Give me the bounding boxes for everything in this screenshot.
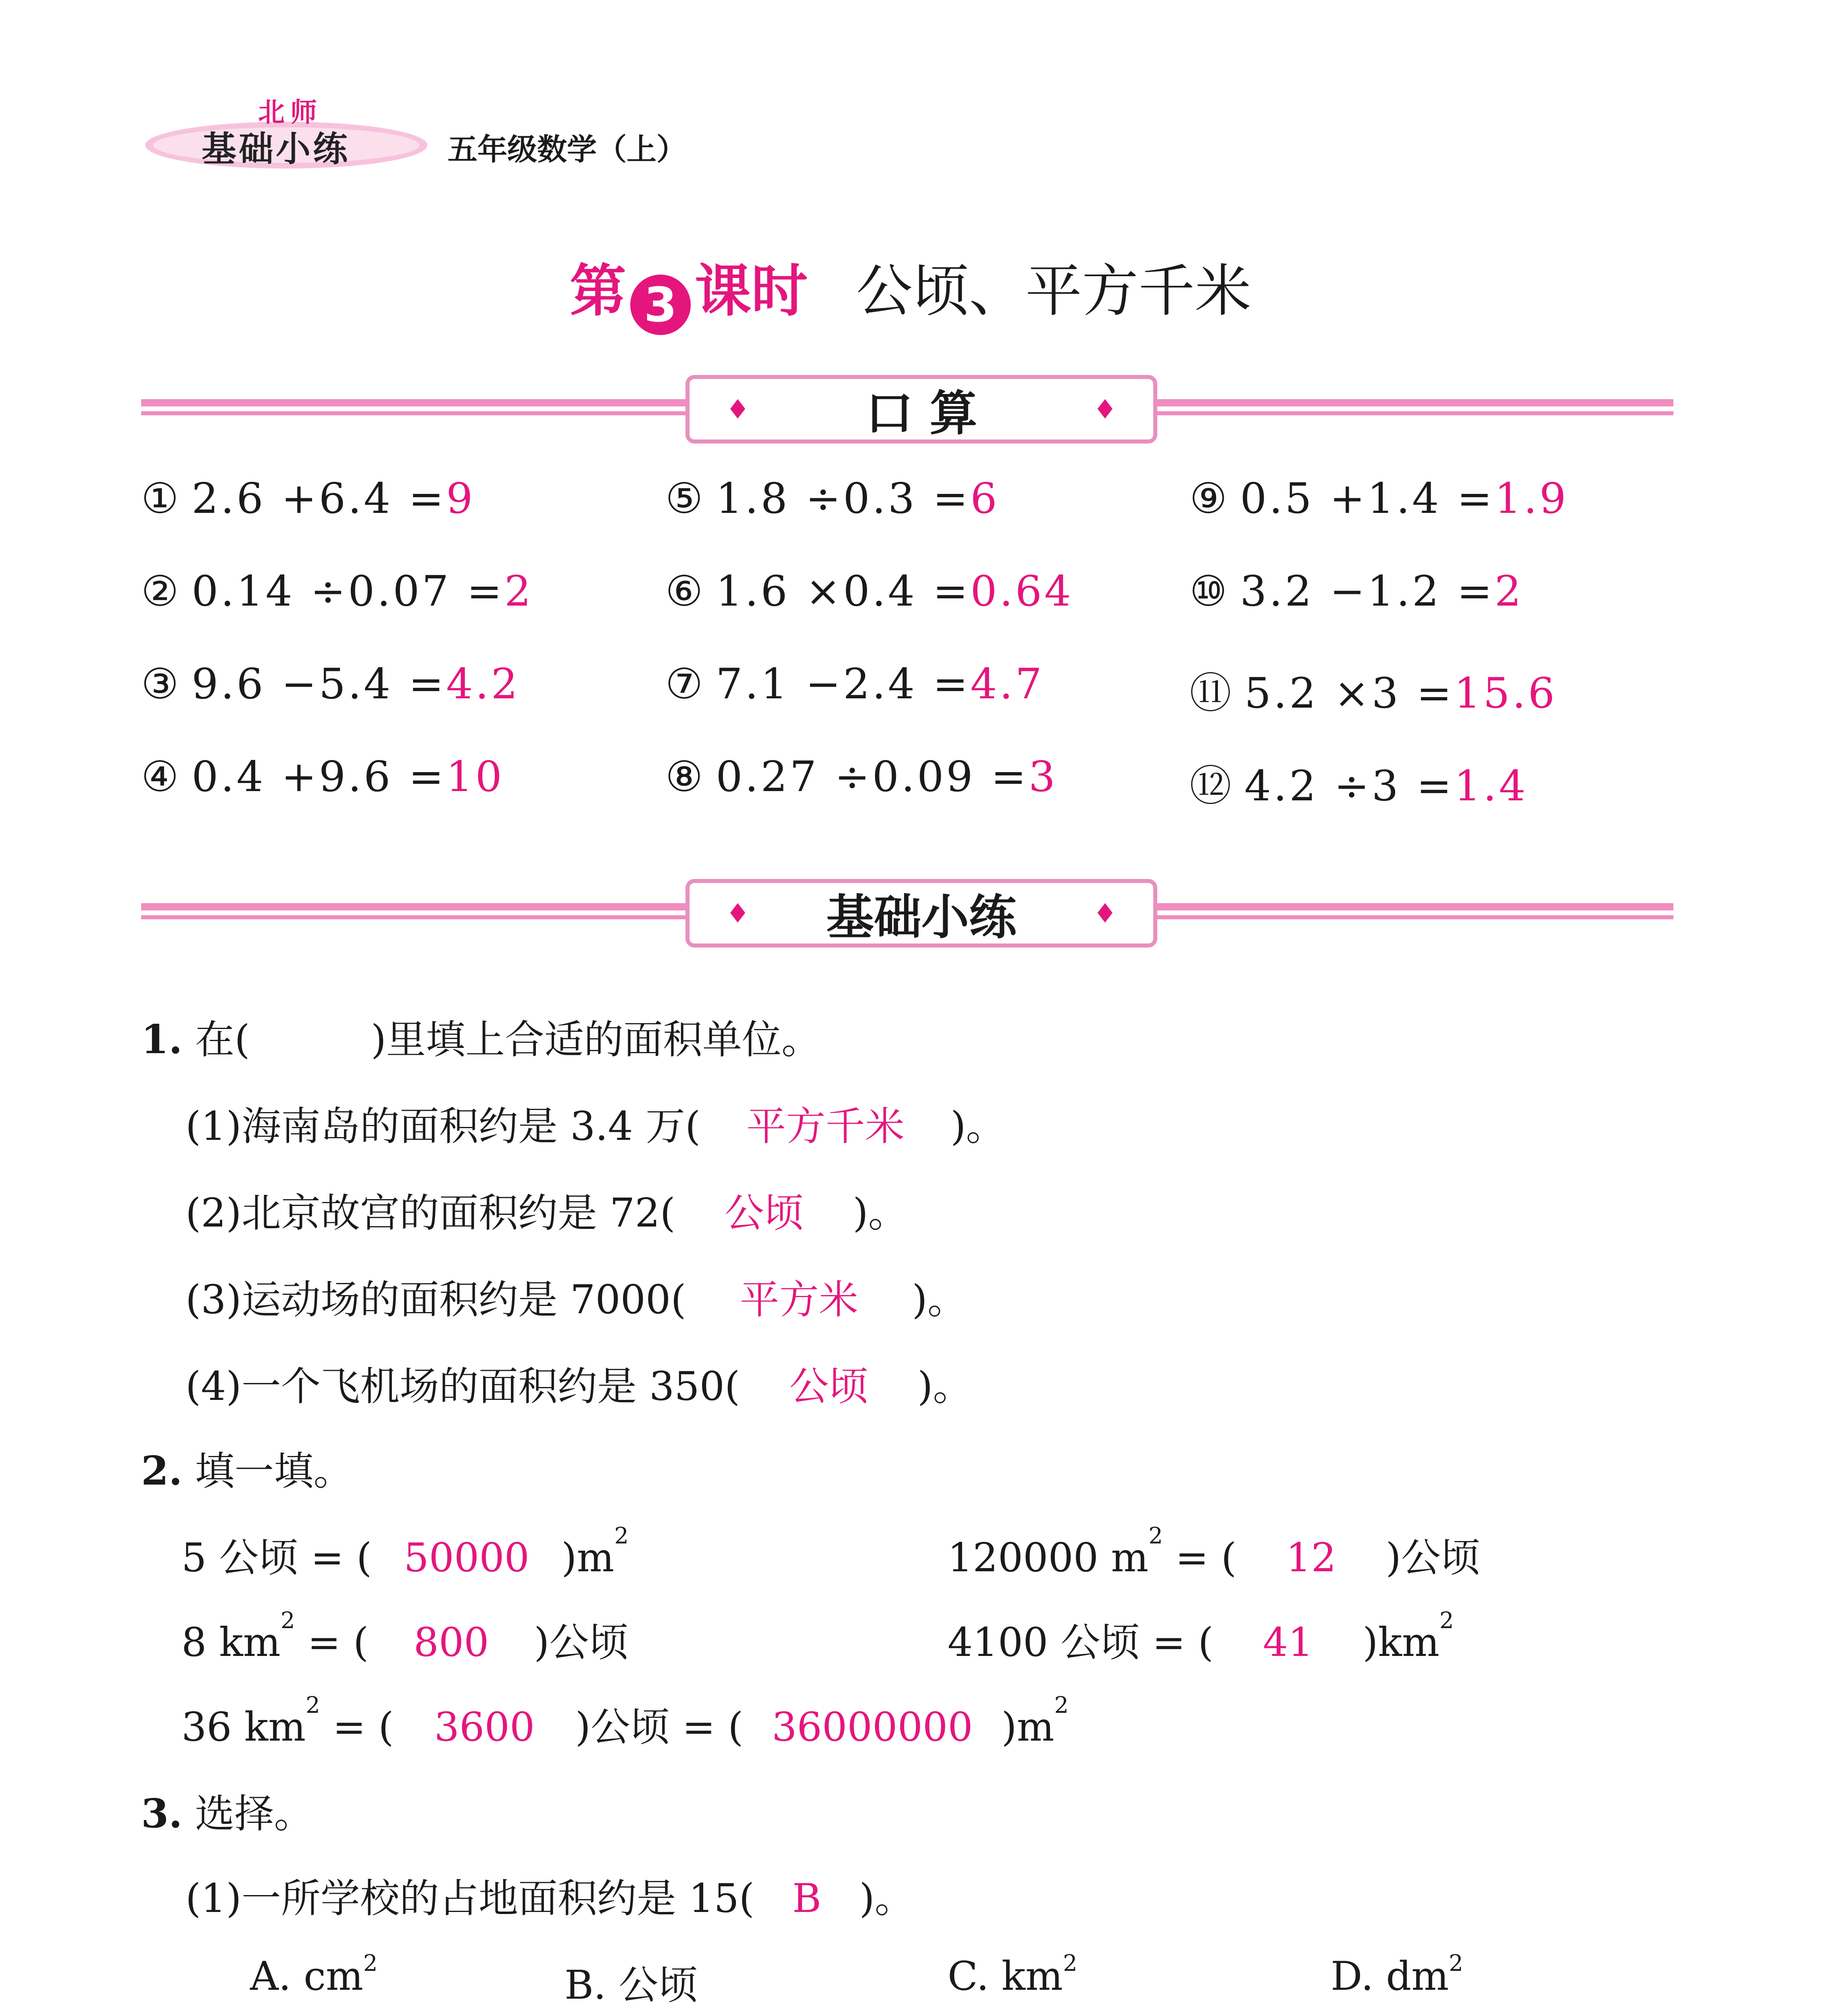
q1-item-close: )。 — [912, 1277, 967, 1323]
equation-answer: 9 — [446, 474, 475, 523]
q1-item-text: (2)北京故宫的面积约是 72( — [185, 1190, 675, 1236]
choice-option-text: C. km — [948, 1954, 1063, 1999]
choice-option — [948, 1950, 1077, 1999]
answer: 12 — [1286, 1535, 1336, 1581]
equation-answer: 1.9 — [1494, 474, 1569, 523]
q2-row1-right — [948, 1523, 1480, 1583]
lesson-suffix: 课时 — [694, 258, 808, 324]
oral-equation — [141, 752, 504, 801]
q1-item-text: (1)海南岛的面积约是 3.4 万( — [185, 1104, 701, 1150]
circled-number: ⑧ — [665, 752, 706, 801]
q2-text: 5 公顷 = ( — [181, 1535, 372, 1581]
equation-expression: 2.6 +6.4 = — [192, 474, 446, 523]
answer: B — [792, 1876, 821, 1922]
superscript: 2 — [280, 1608, 295, 1634]
lesson-heading — [0, 246, 1821, 339]
choice-option-text: D. dm — [1331, 1954, 1449, 1999]
q2-row3 — [181, 1692, 1069, 1752]
equation-answer: 3 — [1028, 752, 1058, 801]
superscript: 2 — [1063, 1950, 1077, 1976]
q2-text: )m — [1001, 1704, 1054, 1750]
superscript: 2 — [306, 1692, 320, 1718]
diamond-icon: ♦ — [726, 394, 750, 425]
q2-stem-text: 填一填。 — [195, 1448, 353, 1494]
equation-answer: 0.64 — [970, 566, 1073, 616]
circled-number: ⑥ — [665, 566, 706, 616]
equation-answer: 1.4 — [1454, 761, 1528, 810]
choice-option — [565, 1954, 698, 2010]
oral-equation — [141, 566, 533, 616]
circled-number: ⑤ — [665, 474, 706, 523]
oral-equation — [1190, 474, 1569, 523]
superscript: 2 — [1148, 1523, 1163, 1549]
superscript: 2 — [363, 1950, 378, 1976]
equation-answer: 2 — [504, 566, 533, 616]
q2-text: 8 km — [181, 1620, 281, 1666]
answer: 41 — [1263, 1620, 1313, 1666]
q1-stem-b: )里填上合适的面积单位。 — [371, 1017, 821, 1063]
section-title: 基础小练 — [826, 889, 1017, 945]
oral-equation — [665, 566, 1073, 616]
q2-text: = ( — [1163, 1535, 1237, 1581]
equation-expression: 7.1 −2.4 = — [716, 659, 971, 708]
answer: 50000 — [404, 1535, 530, 1581]
q3-item-text: (1)一所学校的占地面积约是 15( — [185, 1876, 754, 1922]
q2-text: )公顷 — [1386, 1535, 1480, 1581]
header-brand: 基础小练 — [202, 129, 350, 169]
section-header-practice — [685, 879, 1157, 948]
question-number: 3 — [141, 1791, 169, 1837]
q1-item-close: )。 — [852, 1190, 908, 1236]
answer: 800 — [413, 1620, 489, 1666]
equation-expression: 1.6 ×0.4 = — [716, 566, 971, 616]
choice-option — [1331, 1950, 1463, 1999]
q1-item-1 — [185, 1095, 1005, 1152]
q2-text: 120000 m — [948, 1535, 1149, 1581]
question-number: 1 — [141, 1016, 169, 1063]
section-title: 口 算 — [865, 385, 977, 441]
equation-expression: 0.14 ÷0.07 = — [192, 566, 504, 616]
oral-equation — [1190, 659, 1557, 720]
circled-number: ⑩ — [1190, 566, 1230, 616]
choice-option-text: A. cm — [250, 1954, 363, 1999]
circled-number: ⑪ — [1190, 669, 1234, 718]
oral-equation — [1190, 566, 1524, 616]
q1-item-3 — [185, 1268, 967, 1325]
superscript: 2 — [614, 1523, 629, 1549]
diamond-icon: ♦ — [1093, 394, 1117, 425]
oral-equation — [665, 659, 1044, 708]
question-number: 2 — [141, 1448, 169, 1494]
answer: 3600 — [434, 1704, 535, 1750]
lesson-title: 公顷、平方千米 — [856, 258, 1252, 324]
circled-number: ⑨ — [1190, 474, 1230, 523]
q1-stem: 1. 在( )里填上合适的面积单位。 — [141, 1016, 821, 1063]
equation-expression: 0.5 +1.4 = — [1240, 474, 1495, 523]
q3-stem-text: 选择。 — [195, 1791, 314, 1837]
choice-option — [250, 1950, 378, 1999]
circled-number: ① — [141, 474, 181, 523]
oral-equation — [665, 752, 1058, 801]
circled-number: ⑫ — [1190, 761, 1234, 810]
lesson-prefix: 第 — [569, 258, 626, 324]
equation-answer: 6 — [970, 474, 1000, 523]
q3-item-close: )。 — [859, 1876, 915, 1922]
choice-option-text: B. 公顷 — [565, 1962, 698, 2008]
q1-item-close: )。 — [950, 1104, 1006, 1150]
equation-expression: 0.27 ÷0.09 = — [716, 752, 1029, 801]
equation-expression: 0.4 +9.6 = — [192, 752, 446, 801]
answer: 36000000 — [771, 1704, 973, 1750]
q2-text: 4100 公顷 = ( — [948, 1620, 1214, 1666]
q3-stem: 3. 选择。 — [141, 1791, 314, 1837]
q2-text: = ( — [295, 1620, 369, 1666]
equation-expression: 4.2 ÷3 = — [1244, 761, 1454, 810]
q2-row2-left — [181, 1608, 629, 1668]
superscript: 2 — [1449, 1950, 1463, 1976]
equation-expression: 3.2 −1.2 = — [1240, 566, 1495, 616]
equation-answer: 15.6 — [1454, 669, 1557, 718]
q1-item-text: (4)一个飞机场的面积约是 350( — [185, 1364, 740, 1410]
circled-number: ③ — [141, 659, 181, 708]
q1-item-close: )。 — [917, 1364, 973, 1410]
equation-expression: 9.6 −5.4 = — [192, 659, 446, 708]
q2-row2-right — [948, 1608, 1454, 1668]
answer: 平方千米 — [746, 1104, 905, 1150]
circled-number: ⑦ — [665, 659, 706, 708]
answer: 公顷 — [789, 1364, 869, 1410]
oral-equation — [1190, 752, 1528, 812]
circled-number: ② — [141, 566, 181, 616]
equation-expression: 5.2 ×3 = — [1244, 669, 1454, 718]
equation-answer: 10 — [446, 752, 504, 801]
superscript: 2 — [1054, 1692, 1069, 1718]
q2-row1-left — [181, 1523, 629, 1583]
oral-equation — [141, 474, 475, 523]
answer: 平方米 — [740, 1277, 858, 1323]
q1-item-2 — [185, 1181, 908, 1238]
q2-text: 36 km — [181, 1704, 306, 1750]
equation-answer: 4.2 — [446, 659, 520, 708]
header-grade: 五年级数学（上） — [448, 132, 686, 167]
q2-text: = ( — [320, 1704, 394, 1750]
diamond-icon: ♦ — [726, 898, 750, 929]
equation-answer: 4.7 — [970, 659, 1044, 708]
q1-item-text: (3)运动场的面积约是 7000( — [185, 1277, 686, 1323]
q2-stem: 2. 填一填。 — [141, 1448, 353, 1494]
q2-text: )km — [1363, 1620, 1440, 1666]
superscript: 2 — [1439, 1608, 1454, 1634]
equation-answer: 2 — [1494, 566, 1524, 616]
q2-text: )公顷 — [534, 1620, 629, 1666]
q3-item-1 — [185, 1867, 914, 1924]
circled-number: ④ — [141, 752, 181, 801]
section-header-oral — [685, 375, 1157, 444]
q2-text: )公顷 = ( — [575, 1704, 744, 1750]
equation-expression: 1.8 ÷0.3 = — [716, 474, 971, 523]
answer: 公顷 — [724, 1190, 804, 1236]
q1-item-4 — [185, 1355, 973, 1412]
lesson-number-badge: 3 — [630, 275, 691, 335]
oral-equation — [665, 474, 1000, 523]
header-series-label: 北师 — [258, 97, 323, 128]
diamond-icon: ♦ — [1093, 898, 1117, 929]
q2-text: )m — [561, 1535, 615, 1581]
q1-stem-a: 在( — [195, 1017, 250, 1063]
oral-equation — [141, 659, 520, 708]
